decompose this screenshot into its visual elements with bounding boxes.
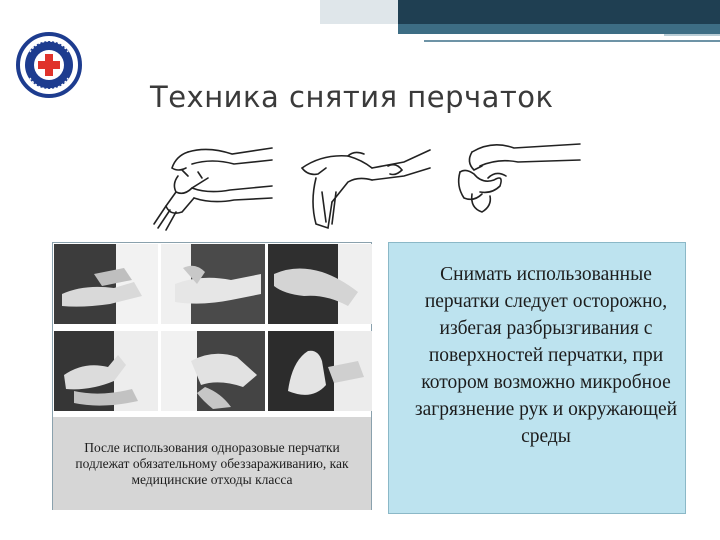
photo-step-3 [268,244,372,324]
photo-step-6 [268,331,372,411]
header-rule-short [664,34,720,36]
photo-step-4 [54,331,158,411]
medical-emblem-logo [16,32,82,98]
header-band-accent [398,24,720,34]
slide-title: Техника снятия перчаток [150,80,554,114]
disposal-caption: После использования одноразовые перчатки подлежат обязательному обеззараживанию, как медицинские отходы класса [53,417,371,510]
photo-step-5 [161,331,265,411]
header-rule [424,40,720,42]
photo-step-1 [54,244,158,324]
instruction-text: Снимать использованные перчатки следует осторожно, избегая разбрызгивания с поверхностей перчатки, при котором возможно микробное загрязнение рук и окружающей среды [414,264,678,447]
photo-step-2 [161,244,265,324]
glove-removal-sketch-3 [452,132,582,232]
glove-removal-sketch-2 [292,132,432,232]
instruction-textbox [388,242,686,514]
glove-removal-photo-panel [52,242,372,510]
header-band-dark [398,0,720,24]
glove-removal-sketch-1 [148,132,278,232]
